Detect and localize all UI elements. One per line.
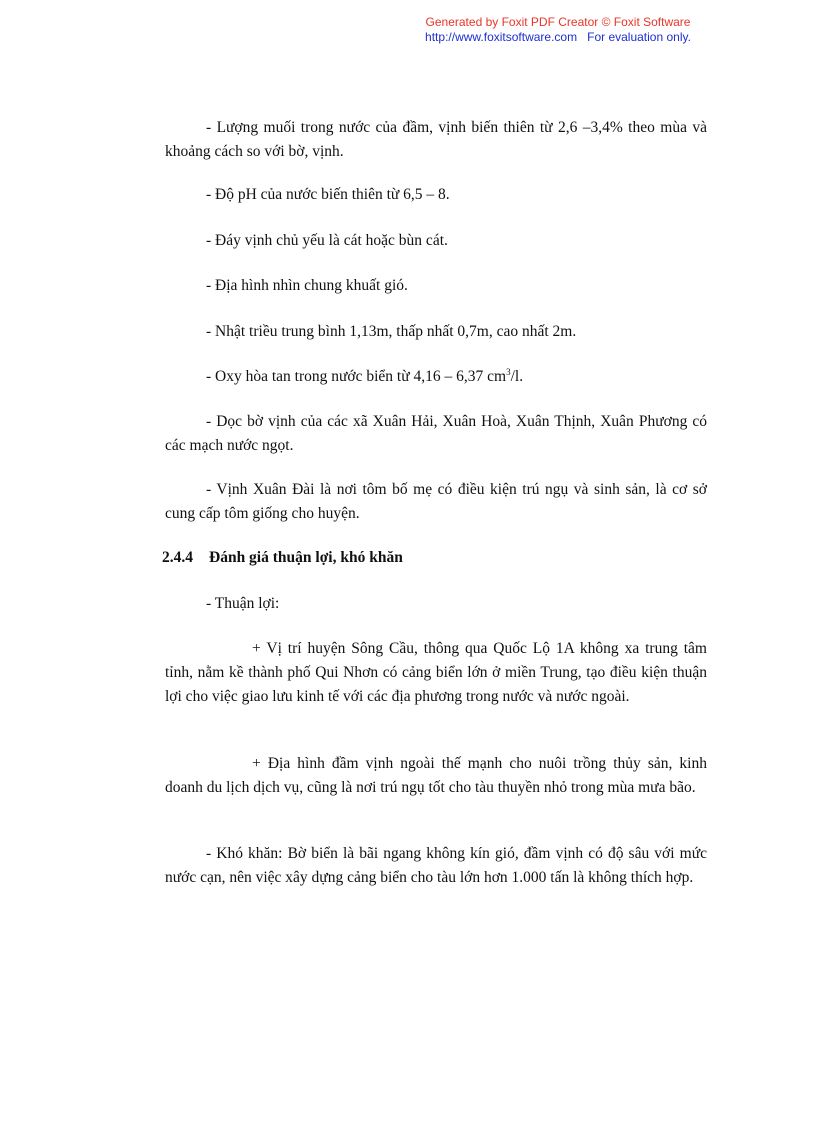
paragraph-terrain: - Địa hình nhìn chung khuất gió. <box>206 277 408 294</box>
watermark-url[interactable]: http://www.foxitsoftware.com <box>425 30 578 44</box>
paragraph-bay-floor: - Đáy vịnh chủ yếu là cát hoặc bùn cát. <box>206 232 448 249</box>
paragraph-advantage-terrain: + Địa hình đầm vịnh ngoài thế mạnh cho nuôi trồng thủy sản, kinh doanh du lịch dịch vụ, cũng là nơi trú ngụ tốt cho tàu thuyền nhỏ trong mùa mưa bão. <box>165 755 707 796</box>
oxygen-superscript: 3 <box>506 366 511 377</box>
paragraph-tide: - Nhật triều trung bình 1,13m, thấp nhất 0,7m, cao nhất 2m. <box>206 323 577 340</box>
paragraph-salinity: - Lượng muối trong nước của đầm, vịnh biến thiên từ 2,6 –3,4% theo mùa và khoảng cách so với bờ, vịnh. <box>165 119 707 160</box>
section-title: Đánh giá thuận lợi, khó khăn <box>209 549 403 566</box>
paragraph-advantage-location: + Vị trí huyện Sông Cầu, thông qua Quốc Lộ 1A không xa trung tâm tỉnh, nằm kề thành phố Qui Nhơn có cảng biển lớn ở miền Trung, tạo điều kiện thuận lợi cho việc giao lưu kinh tế với các địa phương trong nước và nước ngoài. <box>165 640 707 705</box>
paragraph-advantages-label: - Thuận lợi: <box>206 595 280 612</box>
paragraph-ph: - Độ pH của nước biến thiên từ 6,5 – 8. <box>206 186 450 203</box>
paragraph-oxygen <box>165 365 707 389</box>
paragraph-shrimp: - Vịnh Xuân Đài là nơi tôm bố mẹ có điều kiện trú ngụ và sinh sản, là cơ sở cung cấp tôm giống cho huyện. <box>165 481 707 522</box>
foxit-watermark <box>408 15 708 45</box>
paragraph-difficulties: - Khó khăn: Bờ biển là bãi ngang không kín gió, đầm vịnh có độ sâu với mức nước cạn, nên việc xây dựng cảng biển cho tàu lớn hơn 1.000 tấn là không thích hợp. <box>165 845 707 886</box>
oxygen-unit-tail: /l. <box>510 368 524 385</box>
watermark-line2 <box>408 30 708 45</box>
paragraph-fresh-water: - Dọc bờ vịnh của các xã Xuân Hải, Xuân Hoà, Xuân Thịnh, Xuân Phương có các mạch nước ngọt. <box>165 413 707 454</box>
watermark-line1: Generated by Foxit PDF Creator © Foxit Software <box>425 15 691 29</box>
section-heading <box>162 546 707 570</box>
watermark-note: For evaluation only. <box>587 30 691 44</box>
oxygen-text: - Oxy hòa tan trong nước biển từ 4,16 – 6,37 cm <box>206 368 507 385</box>
section-number: 2.4.4 <box>162 549 193 566</box>
